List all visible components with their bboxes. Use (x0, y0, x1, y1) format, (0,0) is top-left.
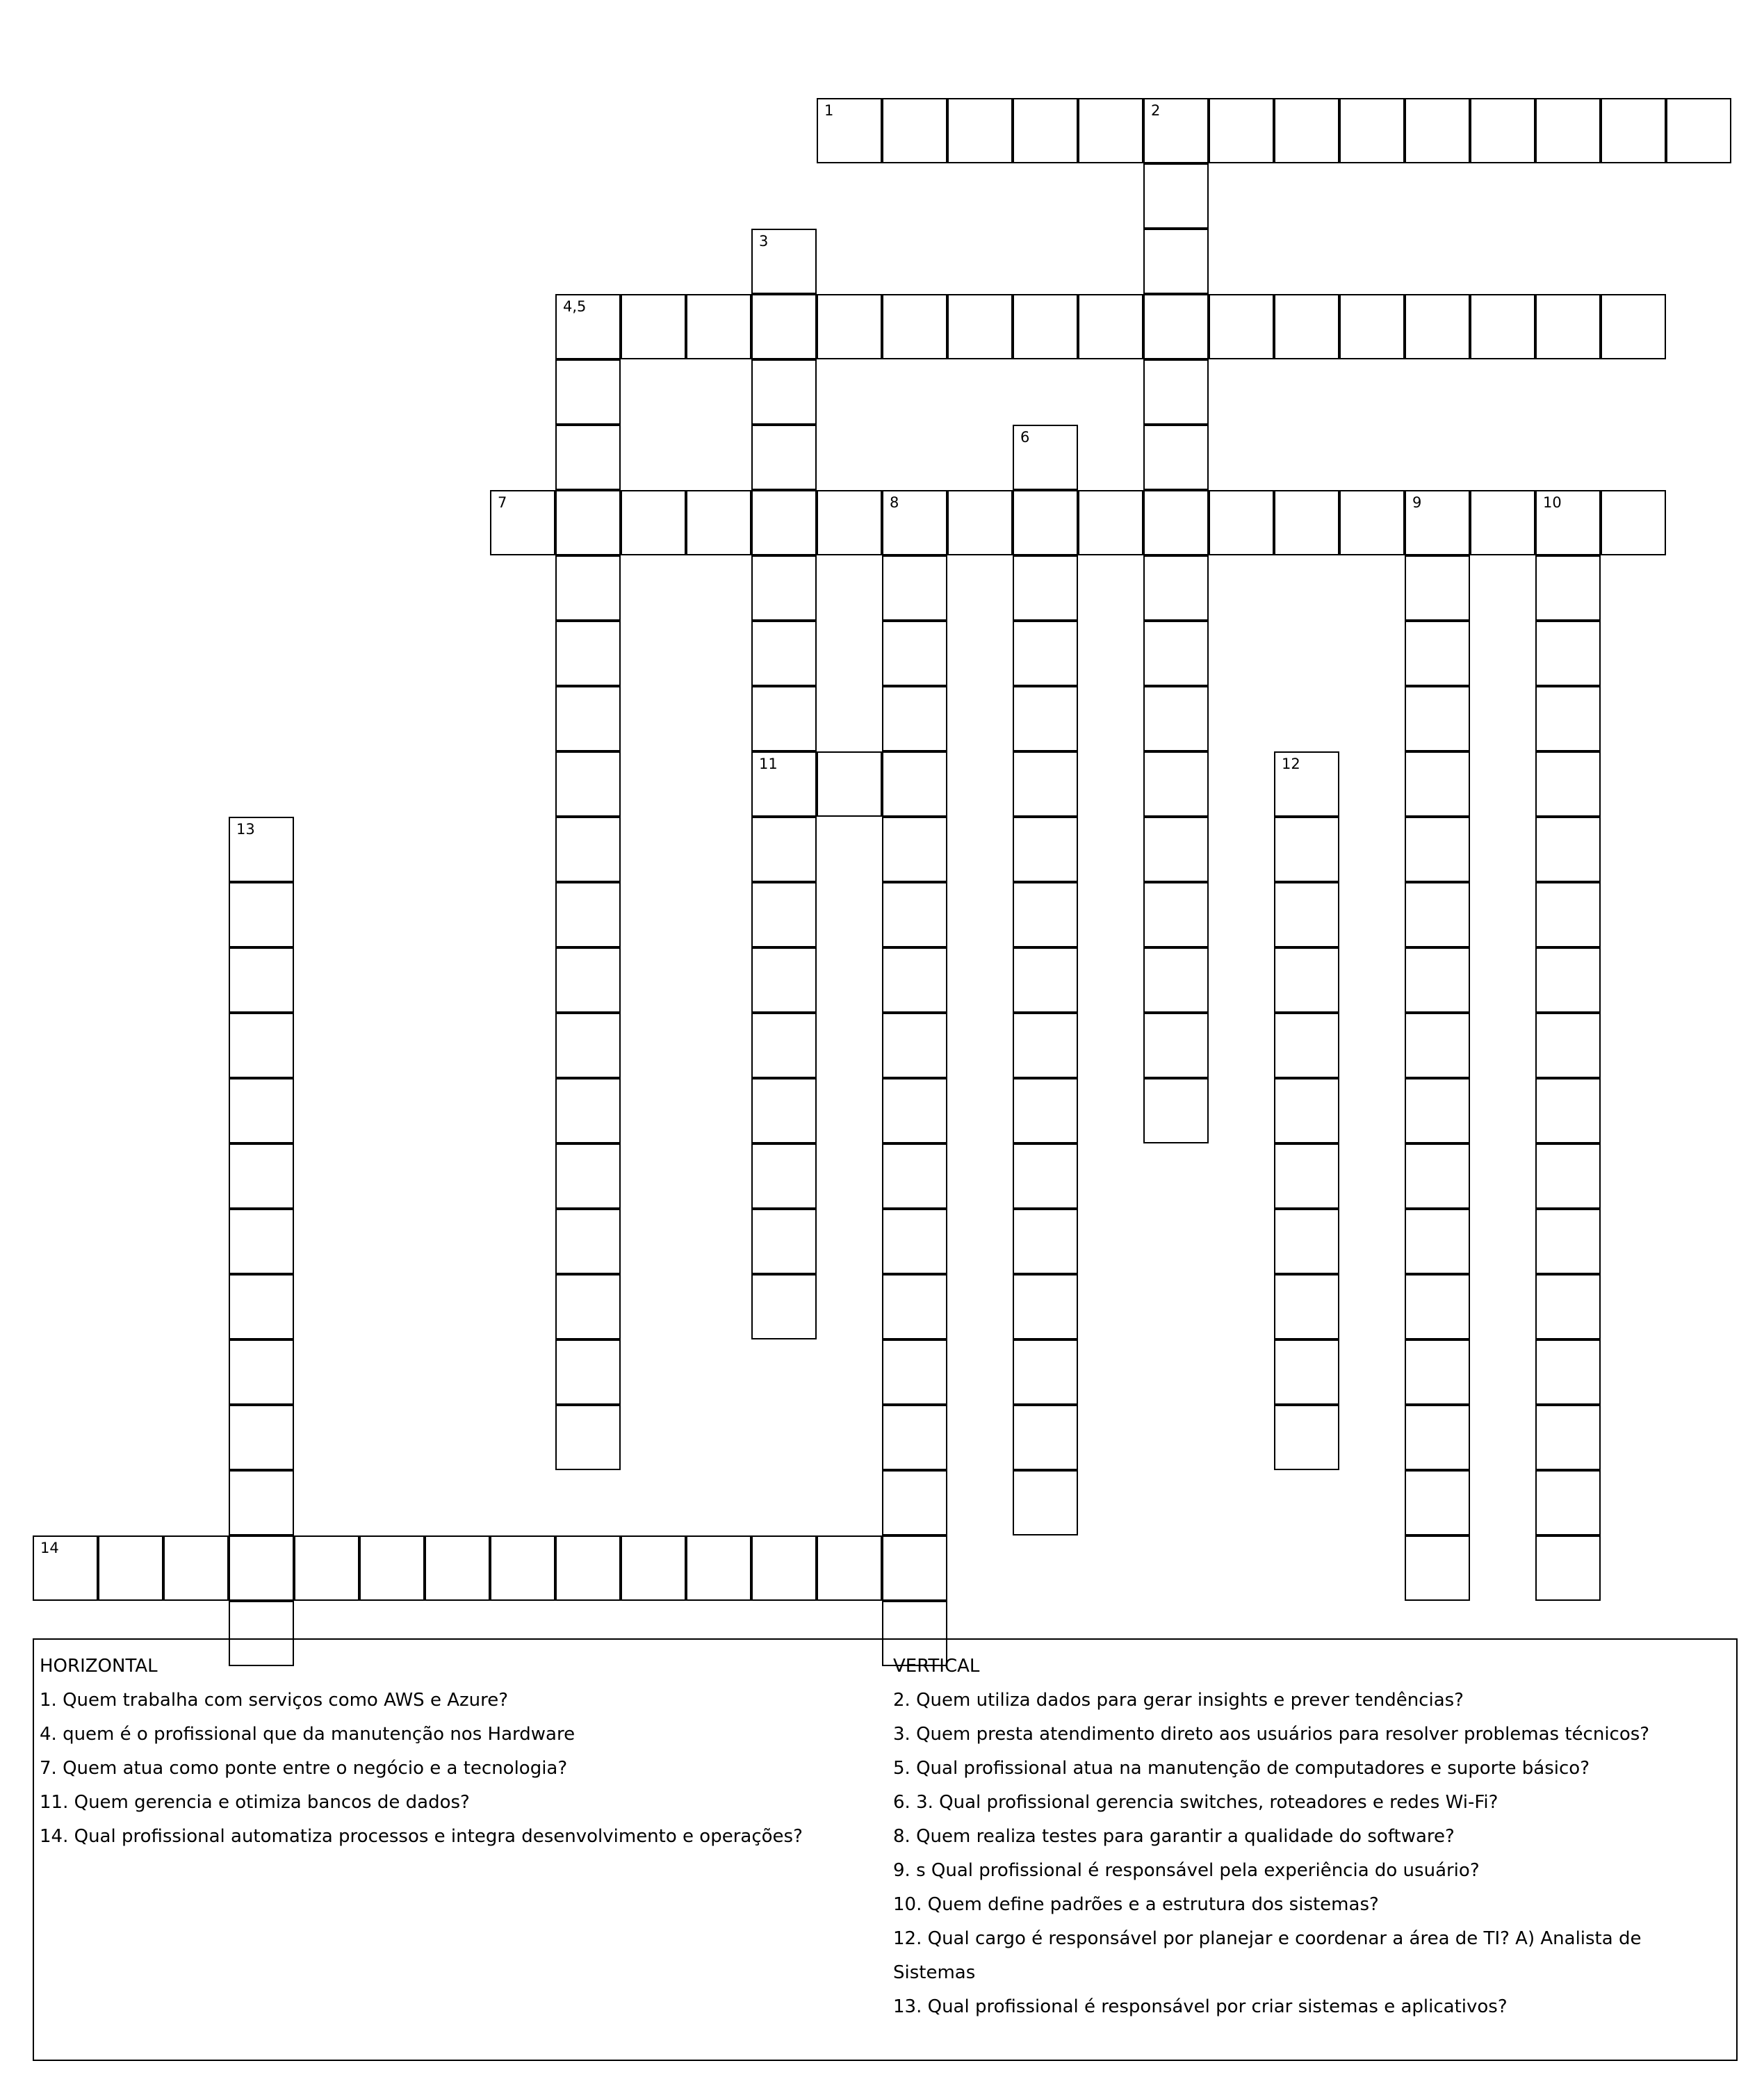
grid-cell[interactable] (1143, 947, 1209, 1013)
grid-cell[interactable] (1535, 555, 1601, 621)
grid-cell[interactable] (1013, 621, 1078, 686)
clue-vertical-8: 8. Quem realiza testes para garantir a qualidade do software? (893, 1826, 1455, 1847)
cell-number: 9 (1412, 494, 1422, 511)
grid-cell[interactable] (882, 1209, 947, 1274)
grid-cell-3[interactable] (751, 229, 817, 294)
cell-number: 1 (824, 102, 834, 119)
cell-number: 3 (759, 233, 769, 250)
grid-cell[interactable] (1143, 882, 1209, 947)
grid-cell[interactable] (555, 947, 621, 1013)
grid-cell[interactable] (1535, 1470, 1601, 1535)
grid-cell[interactable] (882, 882, 947, 947)
grid-cell-14[interactable] (33, 1535, 98, 1601)
grid-cell[interactable] (1339, 490, 1405, 555)
grid-cell[interactable] (882, 947, 947, 1013)
grid-cell[interactable] (1274, 1143, 1339, 1209)
grid-cell[interactable] (1405, 555, 1470, 621)
grid-cell[interactable] (1405, 817, 1470, 882)
grid-cell[interactable] (1274, 817, 1339, 882)
grid-cell[interactable] (1405, 1535, 1470, 1601)
grid-cell[interactable] (1013, 1209, 1078, 1274)
grid-cell[interactable] (817, 490, 882, 555)
grid-cell[interactable] (1274, 1405, 1339, 1470)
grid-cell[interactable] (751, 294, 817, 359)
grid-cell[interactable] (1143, 359, 1209, 425)
grid-cell[interactable] (1405, 1470, 1470, 1535)
grid-cell[interactable] (1601, 98, 1666, 163)
grid-cell[interactable] (686, 490, 751, 555)
grid-cell[interactable] (1274, 1274, 1339, 1339)
grid-cell[interactable] (555, 1405, 621, 1470)
cell-number: 8 (890, 494, 899, 511)
grid-cell[interactable] (229, 1078, 294, 1143)
grid-cell[interactable] (882, 1339, 947, 1405)
grid-cell-10[interactable] (1535, 490, 1601, 555)
grid-cell[interactable] (555, 817, 621, 882)
grid-cell[interactable] (882, 1143, 947, 1209)
grid-cell[interactable] (1013, 1339, 1078, 1405)
grid-cell[interactable] (1143, 686, 1209, 751)
grid-cell[interactable] (1013, 751, 1078, 817)
grid-cell[interactable] (555, 1339, 621, 1405)
grid-cell[interactable] (1143, 817, 1209, 882)
grid-cell-11[interactable] (751, 751, 817, 817)
grid-cell[interactable] (1535, 882, 1601, 947)
grid-cell[interactable] (882, 1274, 947, 1339)
grid-cell[interactable] (555, 490, 621, 555)
grid-cell[interactable] (1535, 817, 1601, 882)
grid-cell[interactable] (882, 1013, 947, 1078)
grid-cell[interactable] (1013, 98, 1078, 163)
grid-cell[interactable] (1013, 947, 1078, 1013)
grid-cell[interactable] (229, 1209, 294, 1274)
grid-cell[interactable] (555, 1078, 621, 1143)
grid-cell[interactable] (621, 1535, 686, 1601)
grid-cell[interactable] (882, 1535, 947, 1601)
clue-horizontal-1: 1. Quem trabalha com serviços como AWS e Azure? (40, 1690, 509, 1711)
grid-cell[interactable] (1013, 1274, 1078, 1339)
grid-cell[interactable] (1535, 98, 1601, 163)
grid-cell[interactable] (1601, 294, 1666, 359)
grid-cell[interactable] (555, 359, 621, 425)
vertical-clues (893, 1649, 1713, 2024)
grid-cell[interactable] (882, 294, 947, 359)
grid-cell[interactable] (1405, 1339, 1470, 1405)
grid-cell[interactable] (817, 751, 882, 817)
grid-cell[interactable] (882, 1078, 947, 1143)
grid-cell[interactable] (751, 425, 817, 490)
grid-cell[interactable] (1470, 98, 1535, 163)
clue-horizontal-7: 7. Quem atua como ponte entre o negócio e a tecnologia? (40, 1758, 568, 1779)
grid-cell[interactable] (1405, 1274, 1470, 1339)
grid-cell[interactable] (1143, 751, 1209, 817)
grid-cell[interactable] (229, 1535, 294, 1601)
grid-cell[interactable] (1143, 425, 1209, 490)
grid-cell[interactable] (1535, 1078, 1601, 1143)
grid-cell[interactable] (1535, 686, 1601, 751)
horizontal-clues (40, 1649, 867, 1854)
grid-cell[interactable] (555, 425, 621, 490)
grid-cell[interactable] (229, 947, 294, 1013)
grid-cell[interactable] (1274, 882, 1339, 947)
grid-cell[interactable] (1013, 1013, 1078, 1078)
grid-cell[interactable] (229, 1274, 294, 1339)
grid-cell[interactable] (1013, 817, 1078, 882)
grid-cell[interactable] (751, 1535, 817, 1601)
clues-panel (33, 1638, 1738, 2061)
grid-cell[interactable] (1143, 294, 1209, 359)
grid-cell[interactable] (555, 621, 621, 686)
grid-cell[interactable] (163, 1535, 229, 1601)
cell-number: 13 (236, 821, 255, 838)
grid-cell[interactable] (686, 294, 751, 359)
clue-vertical-13: 13. Qual profissional é responsável por criar sistemas e aplicativos? (893, 1996, 1508, 2017)
grid-cell-12[interactable] (1274, 751, 1339, 817)
grid-cell[interactable] (1535, 621, 1601, 686)
grid-cell[interactable] (1601, 490, 1666, 555)
grid-cell[interactable] (1535, 1535, 1601, 1601)
grid-cell[interactable] (1078, 98, 1143, 163)
grid-cell[interactable] (1405, 1405, 1470, 1470)
horizontal-heading: HORIZONTAL (40, 1656, 158, 1677)
clue-horizontal-14: 14. Qual profissional automatiza processos e integra desenvolvimento e operações? (40, 1826, 803, 1847)
grid-cell[interactable] (555, 1013, 621, 1078)
grid-cell[interactable] (1470, 490, 1535, 555)
cell-number: 6 (1020, 429, 1030, 446)
grid-cell[interactable] (1274, 1209, 1339, 1274)
grid-cell[interactable] (1535, 1209, 1601, 1274)
grid-cell-2[interactable] (1143, 98, 1209, 163)
clue-vertical-2: 2. Quem utiliza dados para gerar insights e prever tendências? (893, 1690, 1464, 1711)
grid-cell[interactable] (621, 294, 686, 359)
grid-cell-7[interactable] (490, 490, 555, 555)
grid-cell[interactable] (555, 686, 621, 751)
grid-cell[interactable] (1078, 294, 1143, 359)
cell-number: 11 (759, 756, 778, 772)
cell-number: 4,5 (563, 298, 587, 315)
grid-cell[interactable] (555, 882, 621, 947)
grid-cell[interactable] (1143, 229, 1209, 294)
grid-cell[interactable] (751, 359, 817, 425)
grid-cell[interactable] (1274, 98, 1339, 163)
grid-cell[interactable] (555, 751, 621, 817)
grid-cell[interactable] (1339, 98, 1405, 163)
grid-cell[interactable] (751, 817, 817, 882)
grid-cell[interactable] (882, 555, 947, 621)
grid-cell[interactable] (1470, 294, 1535, 359)
grid-cell[interactable] (1405, 1013, 1470, 1078)
cell-number: 7 (498, 494, 507, 511)
grid-cell[interactable] (751, 1274, 817, 1339)
grid-cell[interactable] (1405, 1209, 1470, 1274)
grid-cell[interactable] (294, 1535, 359, 1601)
grid-cell[interactable] (1405, 751, 1470, 817)
grid-cell[interactable] (1274, 1339, 1339, 1405)
grid-cell[interactable] (1143, 1013, 1209, 1078)
grid-cell[interactable] (1535, 1143, 1601, 1209)
vertical-heading: VERTICAL (893, 1656, 980, 1677)
grid-cell[interactable] (1405, 1078, 1470, 1143)
grid-cell[interactable] (1013, 686, 1078, 751)
grid-cell[interactable] (882, 751, 947, 817)
grid-cell[interactable] (1405, 686, 1470, 751)
grid-cell[interactable] (229, 1143, 294, 1209)
grid-cell[interactable] (1013, 1470, 1078, 1535)
cell-number: 12 (1282, 756, 1300, 772)
grid-cell[interactable] (1405, 98, 1470, 163)
grid-cell[interactable] (1405, 1143, 1470, 1209)
clue-vertical-6: 6. 3. Qual profissional gerencia switches, roteadores e redes Wi-Fi? (893, 1792, 1498, 1813)
grid-cell[interactable] (359, 1535, 425, 1601)
grid-cell[interactable] (1274, 1078, 1339, 1143)
grid-cell[interactable] (98, 1535, 163, 1601)
grid-cell[interactable] (1078, 490, 1143, 555)
grid-cell[interactable] (882, 98, 947, 163)
grid-cell[interactable] (751, 555, 817, 621)
grid-cell[interactable] (555, 1209, 621, 1274)
grid-cell[interactable] (229, 882, 294, 947)
grid-cell[interactable] (1405, 621, 1470, 686)
grid-cell[interactable] (1535, 1274, 1601, 1339)
grid-cell[interactable] (1339, 294, 1405, 359)
grid-cell[interactable] (555, 1535, 621, 1601)
grid-cell[interactable] (947, 98, 1013, 163)
grid-cell[interactable] (1013, 882, 1078, 947)
clue-vertical-3: 3. Quem presta atendimento direto aos usuários para resolver problemas técnicos? (893, 1724, 1650, 1745)
grid-cell[interactable] (1209, 490, 1274, 555)
grid-cell[interactable] (1143, 163, 1209, 229)
clue-horizontal-4: 4. quem é o profissional que da manutenção nos Hardware (40, 1724, 575, 1745)
grid-cell[interactable] (1013, 1143, 1078, 1209)
grid-cell[interactable] (751, 686, 817, 751)
grid-cell[interactable] (229, 1405, 294, 1470)
grid-cell[interactable] (882, 817, 947, 882)
grid-cell[interactable] (751, 1143, 817, 1209)
clue-vertical-12: 12. Qual cargo é responsável por planejar e coordenar a área de TI? A) Analista de Sistemas (893, 1928, 1642, 1983)
grid-cell[interactable] (1274, 1013, 1339, 1078)
grid-cell[interactable] (1143, 555, 1209, 621)
grid-cell[interactable] (751, 1209, 817, 1274)
grid-cell[interactable] (1535, 1013, 1601, 1078)
grid-cell[interactable] (751, 621, 817, 686)
grid-cell[interactable] (1405, 882, 1470, 947)
grid-cell[interactable] (1274, 947, 1339, 1013)
grid-cell[interactable] (555, 555, 621, 621)
clue-vertical-5: 5. Qual profissional atua na manutenção de computadores e suporte básico? (893, 1758, 1590, 1779)
grid-cell[interactable] (425, 1535, 490, 1601)
grid-cell[interactable] (229, 1339, 294, 1405)
grid-cell[interactable] (751, 1078, 817, 1143)
grid-cell[interactable] (1013, 555, 1078, 621)
grid-cell[interactable] (1209, 98, 1274, 163)
grid-cell[interactable] (1013, 294, 1078, 359)
grid-cell[interactable] (751, 1013, 817, 1078)
grid-cell[interactable] (947, 294, 1013, 359)
cell-number: 2 (1151, 102, 1161, 119)
grid-cell-13[interactable] (229, 817, 294, 882)
clue-horizontal-11: 11. Quem gerencia e otimiza bancos de dados? (40, 1792, 470, 1813)
cell-number: 10 (1543, 494, 1562, 511)
grid-cell[interactable] (1013, 1078, 1078, 1143)
grid-cell-6[interactable] (1013, 425, 1078, 490)
grid-cell[interactable] (751, 882, 817, 947)
grid-cell[interactable] (621, 490, 686, 555)
grid-cell[interactable] (1274, 294, 1339, 359)
grid-cell[interactable] (1535, 751, 1601, 817)
grid-cell-1[interactable] (817, 98, 882, 163)
grid-cell[interactable] (882, 621, 947, 686)
clue-vertical-9: 9. s Qual profissional é responsável pela experiência do usuário? (893, 1860, 1480, 1881)
grid-cell[interactable] (1535, 1339, 1601, 1405)
grid-cell[interactable] (1535, 294, 1601, 359)
cell-number: 14 (40, 1540, 59, 1556)
grid-cell[interactable] (1405, 947, 1470, 1013)
grid-cell-9[interactable] (1405, 490, 1470, 555)
grid-cell[interactable] (1143, 490, 1209, 555)
grid-cell[interactable] (1274, 490, 1339, 555)
grid-cell[interactable] (1013, 490, 1078, 555)
clue-vertical-10: 10. Quem define padrões e a estrutura dos sistemas? (893, 1894, 1379, 1915)
grid-cell[interactable] (817, 294, 882, 359)
grid-cell[interactable] (1535, 947, 1601, 1013)
grid-cell[interactable] (1405, 294, 1470, 359)
grid-cell[interactable] (882, 686, 947, 751)
grid-cell[interactable] (817, 1535, 882, 1601)
grid-cell[interactable] (229, 1013, 294, 1078)
grid-cell[interactable] (1209, 294, 1274, 359)
grid-cell[interactable] (1666, 98, 1731, 163)
grid-cell-8[interactable] (882, 490, 947, 555)
grid-cell[interactable] (555, 1274, 621, 1339)
grid-cell[interactable] (882, 1470, 947, 1535)
grid-cell[interactable] (882, 1405, 947, 1470)
grid-cell[interactable] (1013, 1405, 1078, 1470)
grid-cell-4-5[interactable] (555, 294, 621, 359)
grid-cell[interactable] (229, 1470, 294, 1535)
grid-cell[interactable] (1143, 621, 1209, 686)
grid-cell[interactable] (686, 1535, 751, 1601)
grid-cell[interactable] (1143, 1078, 1209, 1143)
grid-cell[interactable] (490, 1535, 555, 1601)
grid-cell[interactable] (751, 947, 817, 1013)
grid-cell[interactable] (1535, 1405, 1601, 1470)
grid-cell[interactable] (555, 1143, 621, 1209)
grid-cell[interactable] (751, 490, 817, 555)
grid-cell[interactable] (947, 490, 1013, 555)
